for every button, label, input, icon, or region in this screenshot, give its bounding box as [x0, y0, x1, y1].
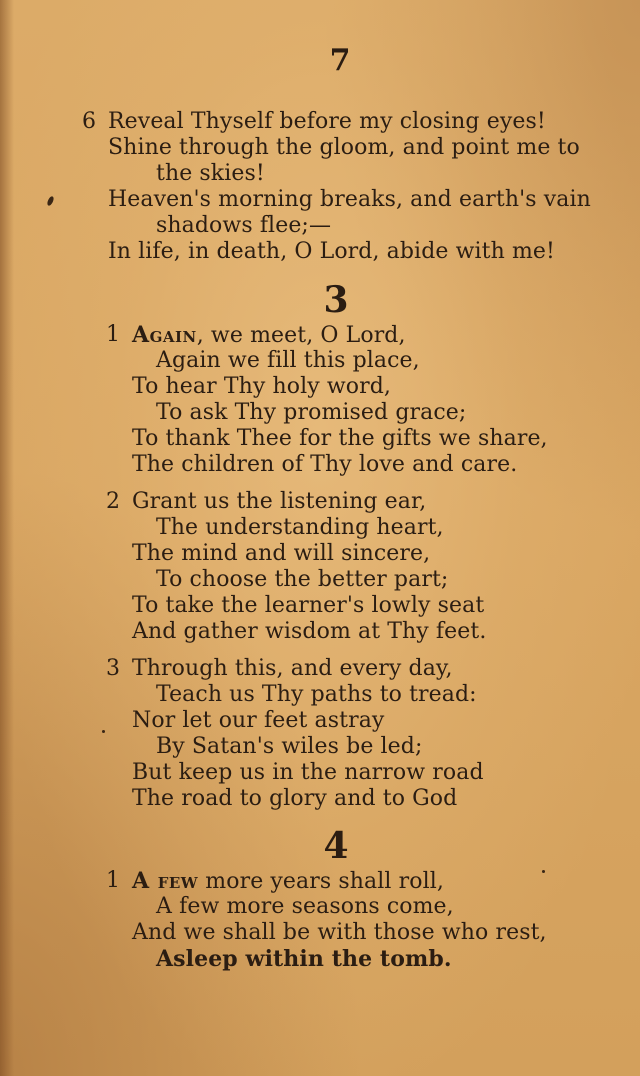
verse-line: But keep us in the narrow road — [132, 760, 484, 785]
verse-number: 3 — [106, 656, 120, 681]
verse-line: Heaven's morning breaks, and earth's vain — [108, 187, 591, 212]
verse-line: To ask Thy promised grace; — [156, 400, 467, 425]
verse-line: A few more seasons come, — [156, 894, 454, 919]
verse-line: Grant us the listening ear, — [132, 489, 427, 514]
verse-line: Nor let our feet astray — [132, 708, 385, 733]
verse-line — [132, 322, 406, 349]
verse-line: To thank Thee for the gifts we share, — [132, 426, 548, 451]
verse-line: And gather wisdom at Thy feet. — [132, 619, 487, 644]
verse-line: The children of Thy love and care. — [132, 452, 518, 477]
verse-line: Again we fill this place, — [156, 348, 420, 373]
verse-number: 6 — [82, 109, 96, 134]
hymn-number: 4 — [323, 825, 349, 867]
verse-line: The mind and will sincere, — [132, 541, 431, 566]
verse-line: Shine through the gloom, and point me to — [108, 135, 580, 160]
verse-line: To choose the better part; — [156, 567, 449, 592]
verse-first-word: A few — [132, 868, 199, 894]
verse-first-line-rest: more years shall roll, — [198, 869, 444, 894]
verse-line: The road to glory and to God — [132, 786, 458, 811]
verse-line: Reveal Thyself before my closing eyes! — [108, 109, 546, 134]
verse-line: the skies! — [156, 161, 265, 186]
verse-line: To take the learner's lowly seat — [132, 593, 485, 618]
verse-line: In life, in death, O Lord, abide with me! — [108, 239, 555, 264]
verse-first-word: Again — [132, 322, 197, 348]
ink-speck — [542, 870, 545, 873]
page-edge-shadow — [0, 0, 14, 1076]
verse-line: To hear Thy holy word, — [132, 374, 392, 399]
verse-line: Asleep within the tomb. — [156, 946, 452, 972]
verse-number: 1 — [106, 868, 120, 893]
verse-first-line-rest: , we meet, O Lord, — [196, 323, 406, 348]
verse-number: 2 — [106, 489, 120, 514]
hymn-number: 3 — [323, 279, 349, 321]
verse-line: Teach us Thy paths to tread: — [156, 682, 477, 707]
verse-line: And we shall be with those who rest, — [132, 920, 547, 945]
verse-line — [132, 868, 444, 895]
verse-line: Through this, and every day, — [132, 656, 453, 681]
verse-line: By Satan's wiles be led; — [156, 734, 423, 759]
verse-number: 1 — [106, 322, 120, 347]
verse-line: shadows flee;— — [156, 213, 332, 238]
page-number: 7 — [329, 43, 351, 78]
verse-line: The understanding heart, — [156, 515, 444, 540]
ink-speck — [46, 195, 55, 206]
ink-speck — [102, 730, 105, 733]
